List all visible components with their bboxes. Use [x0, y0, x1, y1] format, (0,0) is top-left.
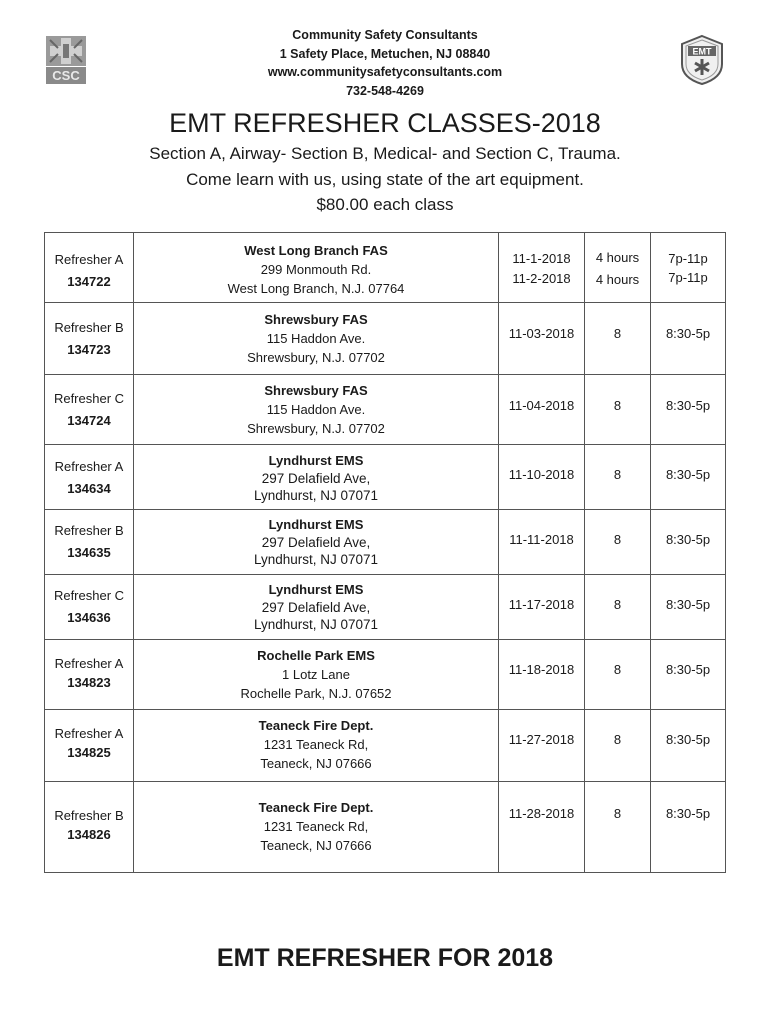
- location-cell: [134, 782, 499, 873]
- class-hours: 8: [613, 398, 622, 413]
- site-address: 115 Haddon Ave.: [266, 331, 366, 346]
- date-cell: [499, 375, 585, 445]
- hours-cell: [585, 575, 651, 640]
- class-time: 8:30-5p: [665, 732, 711, 747]
- class-cell: [45, 575, 134, 640]
- site-name: Teaneck Fire Dept.: [258, 800, 374, 815]
- class-time: 8:30-5p: [665, 326, 711, 341]
- class-date: 11-27-2018: [508, 732, 575, 747]
- site-city: Shrewsbury, N.J. 07702: [247, 421, 385, 436]
- class-time-2: 7p-11p: [668, 270, 708, 285]
- time-cell: [651, 510, 726, 575]
- class-name: Refresher B: [54, 320, 124, 335]
- class-number: 134724: [67, 413, 111, 428]
- class-time: 8:30-5p: [665, 806, 711, 821]
- time-cell: [651, 782, 726, 873]
- class-date: 11-04-2018: [508, 398, 575, 413]
- table-row: [45, 710, 726, 782]
- class-number: 134823: [67, 675, 111, 690]
- site-city: Shrewsbury, N.J. 07702: [247, 350, 385, 365]
- table-row: [45, 782, 726, 873]
- location-cell: [134, 510, 499, 575]
- class-cell: [45, 782, 134, 873]
- class-date: 11-17-2018: [508, 597, 575, 612]
- site-name: West Long Branch FAS: [244, 243, 388, 258]
- class-time: 8:30-5p: [665, 467, 711, 482]
- subtitle-invite: Come learn with us, using state of the art equipment.: [186, 170, 584, 189]
- hours-cell: [585, 510, 651, 575]
- time-cell: [651, 375, 726, 445]
- class-name: Refresher A: [54, 656, 124, 671]
- hours-cell: [585, 782, 651, 873]
- class-date: 11-28-2018: [508, 806, 575, 821]
- class-name: Refresher A: [54, 459, 124, 474]
- table-row: [45, 303, 726, 375]
- site-name: Lyndhurst EMS: [268, 453, 364, 468]
- location-cell: [134, 640, 499, 710]
- org-phone: 732-548-4269: [346, 83, 424, 98]
- class-hours: 4 hours: [595, 250, 640, 265]
- org-header: [0, 26, 770, 100]
- subtitle-price: $80.00 each class: [316, 195, 454, 214]
- site-city: Teaneck, NJ 07666: [260, 838, 372, 853]
- site-name: Teaneck Fire Dept.: [258, 718, 374, 733]
- class-hours: 8: [613, 532, 622, 547]
- table-row: [45, 233, 726, 303]
- location-cell: [134, 233, 499, 303]
- svg-text:EMT: EMT: [692, 46, 712, 57]
- class-time: 8:30-5p: [665, 662, 711, 677]
- subtitle-sections: Section A, Airway- Section B, Medical- and Section C, Trauma.: [149, 144, 621, 163]
- time-cell: [651, 303, 726, 375]
- date-cell: [499, 575, 585, 640]
- location-cell: [134, 375, 499, 445]
- time-cell: [651, 640, 726, 710]
- class-cell: [45, 303, 134, 375]
- class-cell: [45, 710, 134, 782]
- table-row: [45, 575, 726, 640]
- site-city: Lyndhurst, NJ 07071: [253, 617, 379, 632]
- site-name: Lyndhurst EMS: [268, 582, 364, 597]
- time-cell: [651, 233, 726, 303]
- class-time: 8:30-5p: [665, 532, 711, 547]
- class-number: 134635: [67, 545, 111, 560]
- table-row: [45, 375, 726, 445]
- site-address: 1231 Teaneck Rd,: [263, 819, 369, 834]
- site-city: Lyndhurst, NJ 07071: [253, 488, 379, 503]
- class-hours-2: 4 hours: [595, 272, 640, 287]
- site-name: Rochelle Park EMS: [257, 648, 375, 663]
- class-number: 134636: [67, 610, 111, 625]
- site-address: 297 Delafield Ave,: [261, 535, 371, 550]
- site-name: Shrewsbury FAS: [264, 312, 368, 327]
- class-name: Refresher A: [54, 726, 124, 741]
- site-address: 297 Delafield Ave,: [261, 471, 371, 486]
- class-cell: [45, 510, 134, 575]
- time-cell: [651, 445, 726, 510]
- date-cell: [499, 710, 585, 782]
- site-city: Teaneck, NJ 07666: [260, 756, 372, 771]
- class-date: 11-18-2018: [508, 662, 575, 677]
- site-address: 115 Haddon Ave.: [266, 402, 366, 417]
- org-website[interactable]: www.communitysafetyconsultants.com: [267, 65, 503, 79]
- class-cell: [45, 375, 134, 445]
- location-cell: [134, 575, 499, 640]
- table-row: [45, 445, 726, 510]
- class-number: 134634: [67, 481, 111, 496]
- class-name: Refresher C: [53, 391, 125, 406]
- class-cell: [45, 233, 134, 303]
- time-cell: [651, 710, 726, 782]
- location-cell: [134, 303, 499, 375]
- class-name: Refresher C: [53, 588, 125, 603]
- class-name: Refresher B: [54, 523, 124, 538]
- site-name: Lyndhurst EMS: [268, 517, 364, 532]
- class-date: 11-11-2018: [509, 532, 574, 547]
- date-cell: [499, 445, 585, 510]
- org-name: Community Safety Consultants: [292, 28, 478, 42]
- class-cell: [45, 445, 134, 510]
- class-schedule-table: [44, 232, 726, 873]
- class-date: 11-03-2018: [508, 326, 575, 341]
- site-address: 1 Lotz Lane: [282, 667, 350, 682]
- date-cell: [499, 303, 585, 375]
- location-cell: [134, 710, 499, 782]
- class-cell: [45, 640, 134, 710]
- class-name: Refresher B: [54, 808, 124, 823]
- time-cell: [651, 575, 726, 640]
- hours-cell: [585, 303, 651, 375]
- class-hours: 8: [613, 326, 622, 341]
- class-name: Refresher A: [54, 252, 124, 267]
- site-address: 299 Monmouth Rd.: [260, 262, 372, 277]
- class-time: 7p-11p: [668, 251, 708, 266]
- class-time: 8:30-5p: [665, 398, 711, 413]
- site-city: Lyndhurst, NJ 07071: [253, 552, 379, 567]
- emt-seal-logo: [676, 34, 728, 86]
- class-number: 134826: [67, 827, 111, 842]
- class-hours: 8: [613, 732, 622, 747]
- date-cell: [499, 233, 585, 303]
- page-title: EMT REFRESHER CLASSES-2018: [169, 108, 601, 138]
- class-number: 134723: [67, 342, 111, 357]
- class-time: 8:30-5p: [665, 597, 711, 612]
- site-name: Shrewsbury FAS: [264, 383, 368, 398]
- site-city: West Long Branch, N.J. 07764: [227, 281, 405, 296]
- class-hours: 8: [613, 662, 622, 677]
- class-date-2: 11-2-2018: [512, 271, 571, 286]
- table-row: [45, 640, 726, 710]
- table-row: [45, 510, 726, 575]
- site-address: 297 Delafield Ave,: [261, 600, 371, 615]
- site-address: 1231 Teaneck Rd,: [263, 737, 369, 752]
- class-date: 11-10-2018: [508, 467, 575, 482]
- date-cell: [499, 782, 585, 873]
- class-number: 134722: [67, 274, 111, 289]
- location-cell: [134, 445, 499, 510]
- class-number: 134825: [67, 745, 111, 760]
- hours-cell: [585, 445, 651, 510]
- org-address: 1 Safety Place, Metuchen, NJ 08840: [279, 46, 491, 61]
- class-date: 11-1-2018: [512, 251, 571, 266]
- date-cell: [499, 640, 585, 710]
- hours-cell: [585, 710, 651, 782]
- site-city: Rochelle Park, N.J. 07652: [240, 686, 392, 701]
- svg-text:CSC: CSC: [52, 68, 80, 83]
- date-cell: [499, 510, 585, 575]
- class-hours: 8: [613, 467, 622, 482]
- hours-cell: [585, 233, 651, 303]
- hours-cell: [585, 375, 651, 445]
- footer-title: EMT REFRESHER FOR 2018: [216, 944, 554, 972]
- hours-cell: [585, 640, 651, 710]
- class-hours: 8: [613, 806, 622, 821]
- class-hours: 8: [613, 597, 622, 612]
